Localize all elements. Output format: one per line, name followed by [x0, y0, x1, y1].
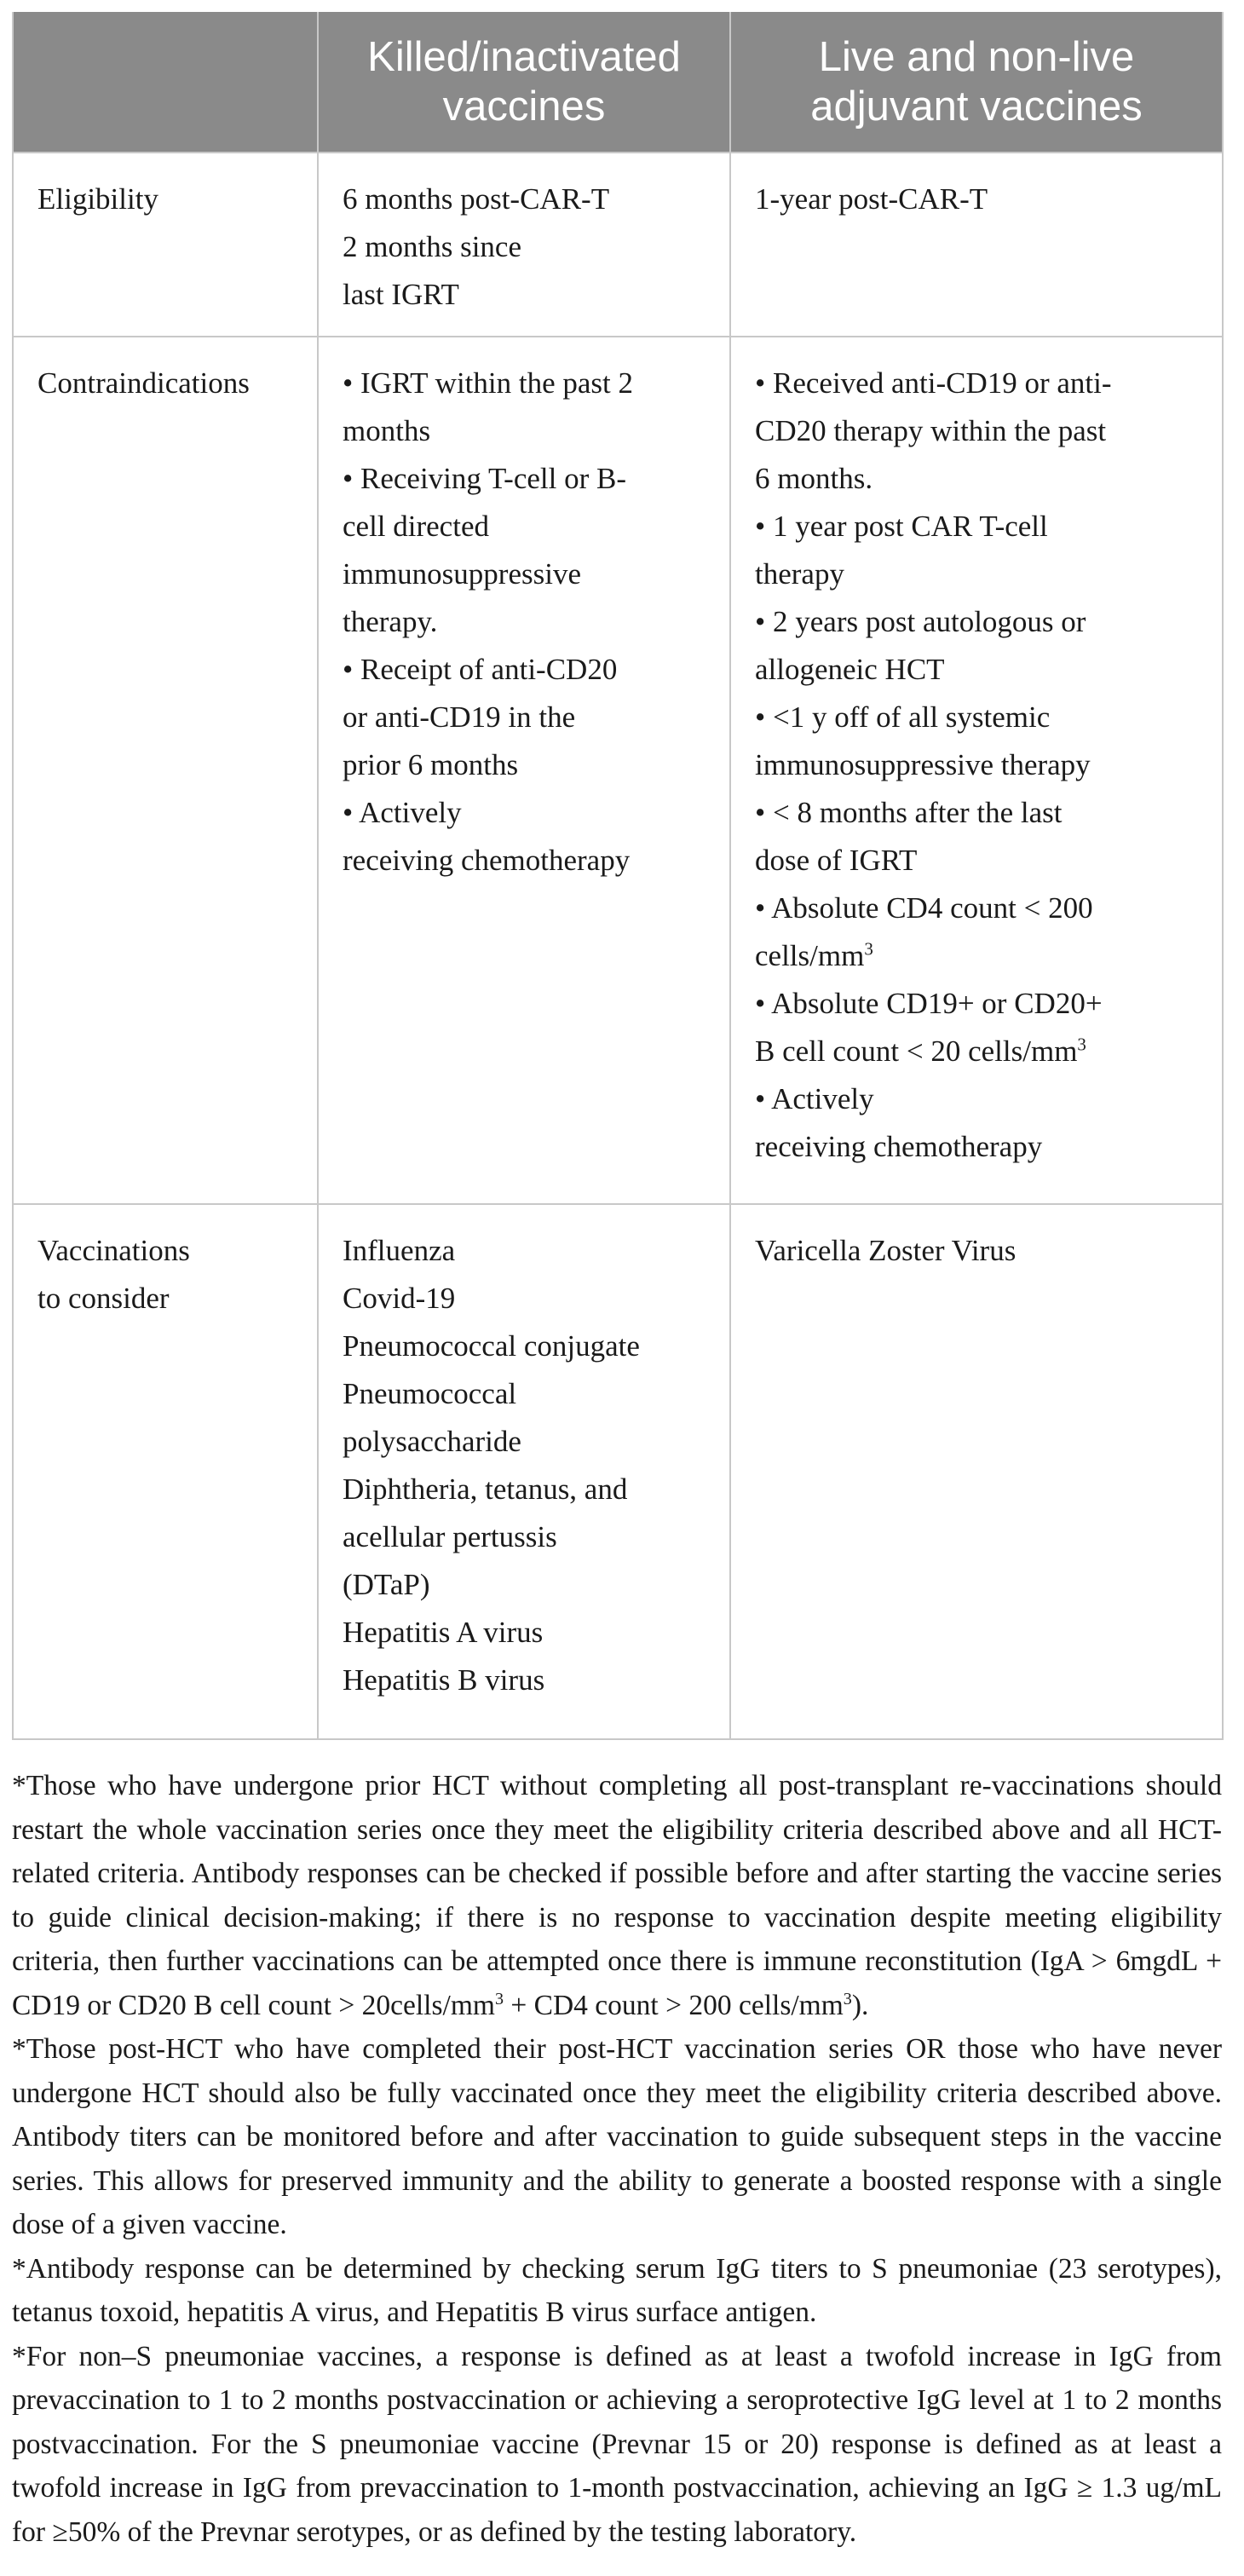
footnote-hct-revaccination [12, 1764, 1222, 2027]
table-row-vaccinations [13, 1204, 1223, 1739]
cell-line: immunosuppressive therapy [755, 748, 1091, 781]
cell-line: • Actively [755, 1082, 874, 1115]
superscript: 3 [1077, 1034, 1086, 1055]
cell-line: or anti-CD19 in the [343, 700, 576, 734]
cell-text: cells/mm [755, 939, 865, 972]
cell-line: • < 8 months after the last [755, 796, 1063, 829]
header-blank [13, 12, 318, 153]
cell-line: • Receiving T-cell or B- [343, 462, 627, 495]
cell-line: Pneumococcal [343, 1377, 517, 1410]
cell-contraindications-live [730, 337, 1223, 1204]
cell-vaccinations-killed [318, 1204, 730, 1739]
row-label-eligibility [13, 153, 318, 337]
table-footnotes [12, 1740, 1222, 2554]
cell-vaccinations-live [730, 1204, 1223, 1739]
cell-line: therapy. [343, 605, 438, 638]
footnote-text: ). [851, 1989, 869, 2021]
footnote-post-hct-completed: *Those post-HCT who have completed their post-HCT vaccination series OR those who have never undergone HCT should also be fully vaccinated once they meet the eligibility criteria described above. Antibody titers can be monitored before and after vaccination to guide subsequent steps in the vaccine series. This allows for preserved immunity and the ability to generate a boosted response with a single dose of a given vaccine. [12, 2033, 1222, 2240]
cell-line: CD20 therapy within the past [755, 414, 1107, 447]
footnote-response-definition: *For non–S pneumoniae vaccines, a response is defined as at least a twofold increase in IgG from prevaccination to 1 to 2 months postvaccination or achieving a seroprotective IgG level at 1 to 2 months postvaccination. For the S pneumoniae vaccine (Prevnar 15 or 20) response is defined as at least a twofold increase in IgG from prevaccination to 1-month postvaccination, achieving an IgG ≥ 1.3 ug/mL for ≥50% of the Prevnar serotypes, or as defined by the testing laboratory. [12, 2340, 1222, 2548]
cell-line: 6 months post-CAR-T [343, 182, 610, 216]
cell-text: B cell count < 20 cells/mm [755, 1034, 1078, 1068]
cell-eligibility-live [730, 153, 1223, 337]
cell-line: polysaccharide [343, 1425, 521, 1458]
cell-line: • Actively [343, 796, 462, 829]
cell-line: 6 months. [755, 462, 873, 495]
cell-line: prior 6 months [343, 748, 519, 781]
cell-line: • IGRT within the past 2 [343, 366, 634, 400]
cell-line: • 1 year post CAR T-cell [755, 510, 1048, 543]
cell-line: receiving chemotherapy [755, 1130, 1043, 1163]
footnote-text: + CD4 count > 200 cells/mm [503, 1989, 844, 2021]
cell-line: • 2 years post autologous or [755, 605, 1086, 638]
cell-line: • Absolute CD19+ or CD20+ [755, 987, 1103, 1020]
cell-line: allogeneic HCT [755, 653, 945, 686]
superscript: 3 [864, 938, 873, 960]
table-row-eligibility [13, 153, 1223, 337]
header-killed-vaccines: Killed/inactivated vaccines [318, 12, 730, 153]
cell-line: Pneumococcal conjugate [343, 1329, 640, 1363]
cell-line: Hepatitis B virus [343, 1663, 545, 1697]
cell-line: Influenza [343, 1234, 456, 1267]
cell-line [755, 1028, 1200, 1075]
cell-line: therapy [755, 557, 844, 591]
row-label-contraindications [13, 337, 318, 1204]
footnote-text: *Those who have undergone prior HCT without completing all post-transplant re-vaccinations should restart the whole vaccination series once they meet the eligibility criteria described above and all HCT-related criteria. Antibody responses can be checked if possible before and after starting the vaccine series to guide clinical decision-making; if there is no response to vaccination despite meeting eligibility criteria, then further vaccinations can be attempted once there is immune reconstitution (IgA > 6mgdL + CD19 or CD20 B cell count > 20cells/mm [12, 1770, 1222, 2021]
cell-line: • Absolute CD4 count < 200 [755, 891, 1093, 925]
row-label-text: Vaccinations [37, 1234, 190, 1267]
cell-eligibility-killed [318, 153, 730, 337]
cell-line: Hepatitis A virus [343, 1616, 544, 1649]
header-live-vaccines: Live and non-live adjuvant vaccines [730, 12, 1223, 153]
cell-line: Varicella Zoster Virus [755, 1234, 1017, 1267]
cell-line: 1-year post-CAR-T [755, 182, 988, 216]
cell-line: • Received anti-CD19 or anti- [755, 366, 1112, 400]
cell-line: 2 months since [343, 230, 521, 263]
cell-line: (DTaP) [343, 1568, 430, 1601]
vaccination-table [12, 12, 1224, 1740]
cell-line: receiving chemotherapy [343, 844, 631, 877]
cell-line: • Receipt of anti-CD20 [343, 653, 618, 686]
cell-line: Covid-19 [343, 1282, 456, 1315]
cell-line: cell directed [343, 510, 489, 543]
cell-line: immunosuppressive [343, 557, 581, 591]
row-label-vaccinations [13, 1204, 318, 1739]
vaccination-table-figure [12, 12, 1222, 2554]
cell-line: • <1 y off of all systemic [755, 700, 1051, 734]
row-label-text: Contraindications [37, 366, 250, 400]
row-label-text: to consider [37, 1282, 170, 1315]
cell-line: months [343, 414, 431, 447]
table-row-contraindications [13, 337, 1223, 1204]
cell-line: Diphtheria, tetanus, and [343, 1472, 628, 1506]
cell-line: acellular pertussis [343, 1520, 557, 1553]
superscript: 3 [494, 1989, 504, 2008]
cell-line: dose of IGRT [755, 844, 918, 877]
table-header-row [13, 12, 1223, 153]
cell-line [755, 932, 1200, 980]
superscript: 3 [843, 1989, 852, 2008]
footnote-antibody-response: *Antibody response can be determined by checking serum IgG titers to S pneumoniae (23 serotypes), tetanus toxoid, hepatitis A virus, and Hepatitis B virus surface antigen. [12, 2252, 1222, 2328]
row-label-text: Eligibility [37, 182, 158, 216]
cell-line: last IGRT [343, 278, 459, 311]
cell-contraindications-killed [318, 337, 730, 1204]
